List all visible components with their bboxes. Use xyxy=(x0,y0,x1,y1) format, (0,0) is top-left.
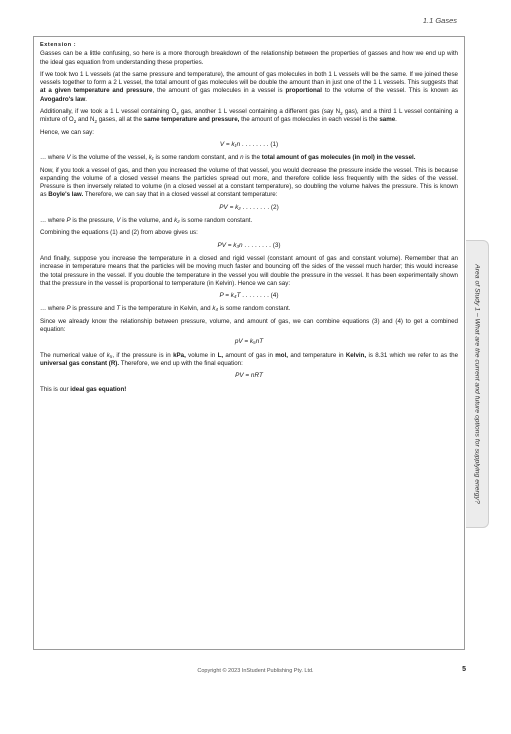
intro-paragraph: Gasses can be a little confusing, so here is a more thorough breakdown of the relationship between the properties of gasses and how we end up with the ideal gas equation from understanding these properties. xyxy=(40,50,458,66)
mixture-paragraph: Additionally, if we took a 1 L vessel containing $O_2$ gas, another 1 L vessel containing a different gas (say $N_2$ gas), and a third 1 L vessel containing a mixture of $O_2$ and $N_2$ gases, all at the same temperature and pressure, the amount of gas molecules in each vessel is the same. xyxy=(40,108,459,125)
equation-5: pV = k₅nT xyxy=(234,338,264,346)
combine-paragraph: Since we already know the relationship between pressure, volume, and amount of gas, we can combine equations (3) and (4) to get a combined equation: xyxy=(40,317,458,334)
equation-1: V = k₁n . . . . . . . . (1) xyxy=(219,140,279,148)
section-header: 1.1 Gases xyxy=(422,16,457,25)
page-number: 5 xyxy=(462,666,466,673)
constant-paragraph: The numerical value of k₅, if the pressure is in kPa, volume in L, amount of gas in mol, and temperature in Kelvin, is 8.31 which we refer to as the universal gas constant (R). Therefore, we end up with the final equation: xyxy=(40,351,459,367)
boyle-paragraph: Now, if you took a vessel of gas, and then you increased the volume of that vessel, you would decrease the pressure inside the vessel. This is because expanding the volume of a closed vessel means the particles spread out more, and therefore collide less frequently with the sides of the vessel. Pressure is then inversely related to volume (in a closed vessel at a constant temperature), so doubling the volume halves the pressure. This is known as Boyle's law. Therefore, we can say that in a closed vessel at constant temperature: xyxy=(40,166,458,199)
equation-4: P = k₄T . . . . . . . . (4) xyxy=(219,292,279,300)
copyright-footer: Copyright © 2023 InStudent Publishing Pty. Ltd. xyxy=(197,668,314,674)
avogadro-paragraph: If we took two 1 L vessels (at the same pressure and temperature), the amount of gas molecules in both 1 L vessels will be the same. If we joined these vessels together to form a 2 L vessel, the total amount of gas molecules will be double the amount than in just one of the 1 L vessels. This suggests that at a given temperature and pressure, the amount of gas molecules in a vessel is proportional to the volume of the vessel. This is known as Avogadro's law. xyxy=(40,70,458,103)
equation-2: PV = k₂ . . . . . . . . (2) xyxy=(219,203,279,211)
temperature-paragraph: And finally, suppose you increase the temperature in a closed and rigid vessel (constant amount of gas and constant volume). Remember that an increase in temperature means that the particles will be moving much faster and bouncing off the sides of the vessel much harder; this would increase the total pressure in the vessel. If you double the temperature in the vessel you will double the pressure in the vessel. It has been experimentally shown that the pressure in the vessel is proportional to temperature (in Kelvin). Hence we can say: xyxy=(40,254,458,287)
equation-6: PV = nRT xyxy=(235,372,263,380)
where-paragraph-3: … where P is pressure and T is the temperature in Kelvin, and k₄ is some random constant. xyxy=(40,305,291,313)
where-paragraph-1: … where V is the volume of the vessel, k₁ is some random constant, and n is the total amount of gas molecules (in mol) in the vessel. xyxy=(40,154,416,162)
equation-3: PV = k₃n . . . . . . . . (3) xyxy=(217,241,281,249)
where-paragraph-2: … where P is the pressure, V is the volume, and k₂ is some random constant. xyxy=(40,217,253,225)
side-tab-label: Area of Study 1 – What are the current and future options for supplying energy? xyxy=(473,264,481,504)
conclusion-paragraph: This is our ideal gas equation! xyxy=(40,385,127,393)
extension-box xyxy=(33,36,465,650)
hence-paragraph: Hence, we can say: xyxy=(40,128,94,136)
combining-paragraph: Combining the equations (1) and (2) from above gives us: xyxy=(40,229,198,237)
area-of-study-tab xyxy=(466,240,489,528)
extension-title: Extension : xyxy=(40,42,77,48)
